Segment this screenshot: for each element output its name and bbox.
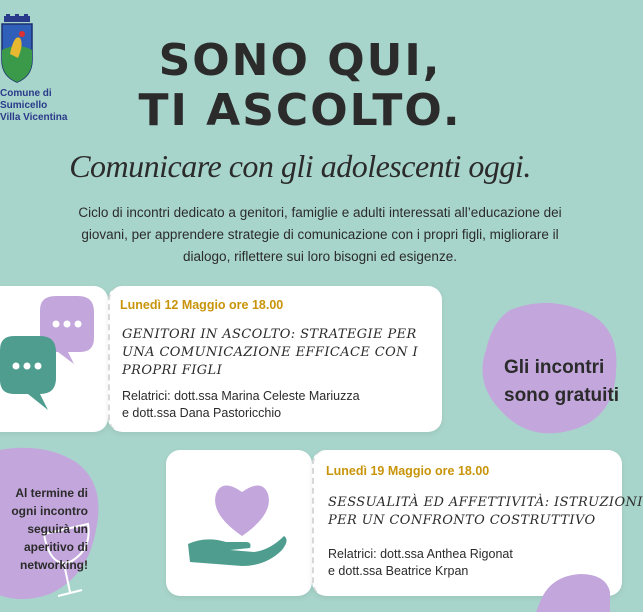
event-1-speakers	[122, 388, 360, 422]
corner-blob	[530, 572, 610, 612]
aperitif-line-1: Al termine di	[15, 486, 88, 500]
event-1-date: Lunedì 12 Maggio ore 18.00	[120, 298, 284, 312]
free-badge-line-1: Gli incontri	[504, 357, 605, 378]
event-1-title-line-1: GENITORI IN ASCOLTO: STRATEGIE PER	[122, 327, 417, 342]
event-2-title	[328, 494, 643, 530]
event-2-title-line-1: SESSUALITÀ ED AFFETTIVITÀ: ISTRUZIONI	[328, 495, 643, 510]
aperitif-line-5: networking!	[20, 558, 88, 572]
heart-in-hand-icon	[186, 470, 292, 570]
event-1-title-line-2: UNA COMUNICAZIONE EFFICACE CON I	[122, 345, 419, 360]
event-2-speakers-line-1: Relatrici: dott.ssa Anthea Rigonat	[328, 547, 513, 561]
free-badge-text	[504, 354, 634, 410]
aperitif-line-2: ogni incontro	[11, 504, 88, 518]
event-1-title-line-3: PROPRI FIGLI	[122, 363, 223, 378]
free-badge-line-2: sono gratuiti	[504, 385, 620, 406]
page-subtitle: Comunicare con gli adolescenti oggi.	[69, 148, 531, 184]
aperitif-line-4: aperitivo di	[23, 540, 88, 554]
event-1-title	[122, 326, 418, 380]
event-2-title-line-2: PER UN CONFRONTO COSTRUTTIVO	[328, 513, 596, 528]
event-1-speakers-line-1: Relatrici: dott.ssa Marina Celeste Mariuzza	[122, 389, 360, 403]
description-line-3: dialogo, riflettere sui loro bisogni ed esigenze.	[183, 249, 457, 264]
comune-line-2: Sumicello	[0, 100, 48, 111]
event-2-speakers	[328, 546, 513, 580]
description-line-1: Ciclo di incontri dedicato a genitori, famiglie e adulti interessati all’educazione dei	[78, 205, 562, 220]
speech-bubbles-icon	[0, 290, 106, 420]
page-title-line-2: TI ASCOLTO.	[138, 85, 462, 136]
description-line-2: giovani, per apprendere strategie di comunicazione con i propri figli, migliorare il	[81, 227, 559, 242]
page-title-line-1: SONO QUI,	[158, 35, 442, 86]
event-2-speakers-line-2: e dott.ssa Beatrice Krpan	[328, 564, 469, 578]
event-2-date: Lunedì 19 Maggio ore 18.00	[326, 464, 490, 478]
comune-line-1: Comune di	[0, 88, 52, 99]
aperitif-line-3: seguirà un	[27, 522, 88, 536]
aperitif-badge-text	[0, 484, 88, 574]
comune-line-3: Villa Vicentina	[0, 112, 68, 123]
event-1-speakers-line-2: e dott.ssa Dana Pastoricchio	[122, 406, 282, 420]
description	[20, 202, 620, 268]
